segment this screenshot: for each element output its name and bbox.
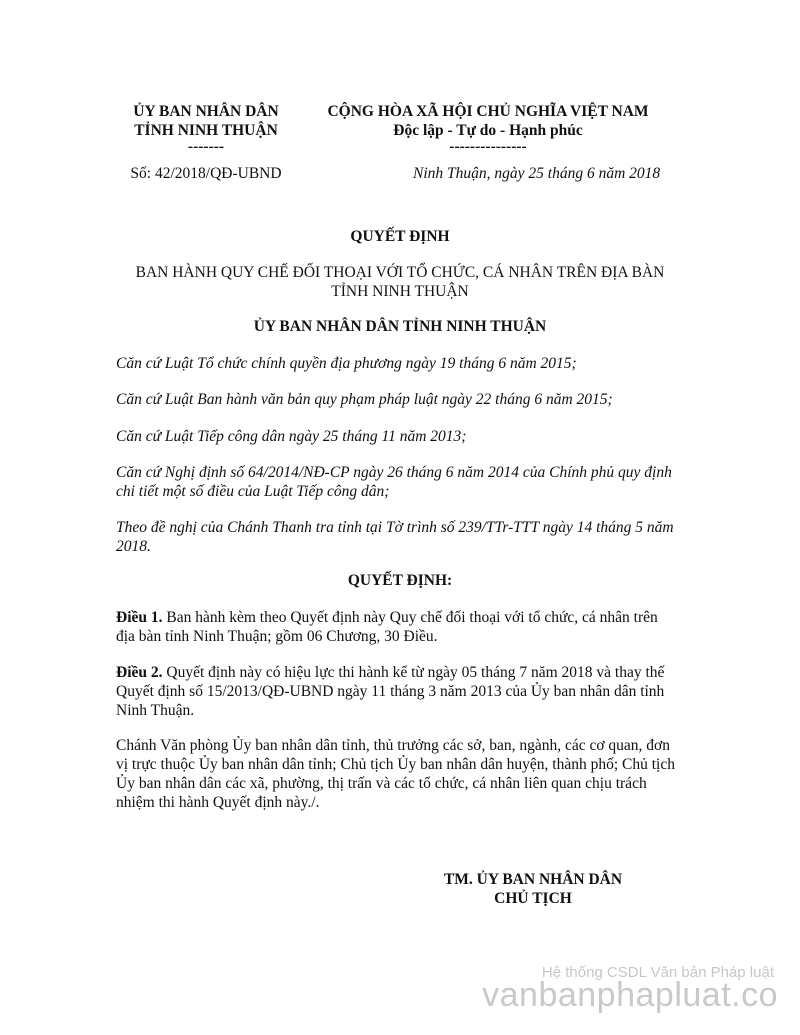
decision-heading: QUYẾT ĐỊNH:	[347, 572, 453, 589]
implementation-clause: Chánh Văn phòng Ủy ban nhân dân tỉnh, thủ trưởng các sở, ban, ngành, các cơ quan, đơn vị trực thuộc Ủy ban nhân dân tỉnh; Chủ tịch Ủy ban nhân dân huyện, thành phố; Chủ tịch Ủy ban nhân dân các xã, phường, thị trấn và các tổ chức, cá nhân liên quan chịu trách nhiệm thi hành Quyết định này./.	[116, 737, 675, 811]
place-date: Ninh Thuận, ngày 25 tháng 6 năm 2018	[413, 165, 661, 182]
document-subtitle	[0, 263, 800, 301]
subtitle-line2: TỈNH NINH THUẬN	[331, 283, 469, 300]
national-motto: Độc lập - Tự do - Hạnh phúc	[393, 122, 583, 139]
national-motto-block	[318, 102, 658, 154]
watermark-caption: Hệ thống CSDL Văn bản Pháp luật	[541, 964, 774, 981]
national-title: CỘNG HÒA XÃ HỘI CHỦ NGHĨA VIỆT NAM	[327, 103, 649, 120]
issuer-line1: ỦY BAN NHÂN DÂN	[133, 103, 279, 120]
article-2	[116, 663, 676, 720]
legal-basis-5: Theo đề nghị của Chánh Thanh tra tỉnh tại Tờ trình số 239/TTr-TTT ngày 14 tháng 5 năm 2018.	[116, 519, 674, 555]
article-1	[116, 608, 676, 646]
issuing-authority: ỦY BAN NHÂN DÂN TỈNH NINH THUẬN	[253, 318, 547, 335]
motto-rule: ---------------	[449, 138, 527, 155]
article-2-label: Điều 2.	[116, 664, 163, 681]
document-title: QUYẾT ĐỊNH	[350, 228, 450, 245]
article-2-text: Quyết định này có hiệu lực thi hành kể từ ngày 05 tháng 7 năm 2018 và thay thế Quyết định số 15/2013/QĐ-UBND ngày 11 tháng 3 năm 2013 của Ủy ban nhân dân tỉnh Ninh Thuận.	[116, 664, 665, 719]
watermark-site: vanbanphapluat.co	[482, 976, 778, 1014]
subtitle-line1: BAN HÀNH QUY CHẾ ĐỐI THOẠI VỚI TỔ CHỨC, CÁ NHÂN TRÊN ĐỊA BÀN	[135, 264, 665, 281]
signature-block	[426, 870, 640, 908]
legal-basis-4: Căn cứ Nghị định số 64/2014/NĐ-CP ngày 26 tháng 6 năm 2014 của Chính phủ quy định chi tiết một số điều của Luật Tiếp công dân;	[116, 464, 672, 500]
signature-line1: TM. ỦY BAN NHÂN DÂN	[443, 871, 623, 888]
document-number: Số: 42/2018/QĐ-UBND	[130, 165, 282, 182]
signature-line2: CHỦ TỊCH	[494, 890, 572, 907]
legal-basis-3: Căn cứ Luật Tiếp công dân ngày 25 tháng 11 năm 2013;	[116, 428, 467, 445]
legal-basis-1: Căn cứ Luật Tổ chức chính quyền địa phương ngày 19 tháng 6 năm 2015;	[116, 355, 577, 372]
article-1-text: Ban hành kèm theo Quyết định này Quy chế đối thoại với tổ chức, cá nhân trên địa bàn tỉnh Ninh Thuận; gồm 06 Chương, 30 Điều.	[116, 609, 658, 645]
issuer-rule: -------	[187, 138, 225, 155]
issuer-block	[112, 102, 300, 154]
legal-basis-2: Căn cứ Luật Ban hành văn bản quy phạm pháp luật ngày 22 tháng 6 năm 2015;	[116, 391, 613, 408]
article-1-label: Điều 1.	[116, 609, 163, 626]
issuer-line2: TỈNH NINH THUẬN	[134, 122, 278, 139]
